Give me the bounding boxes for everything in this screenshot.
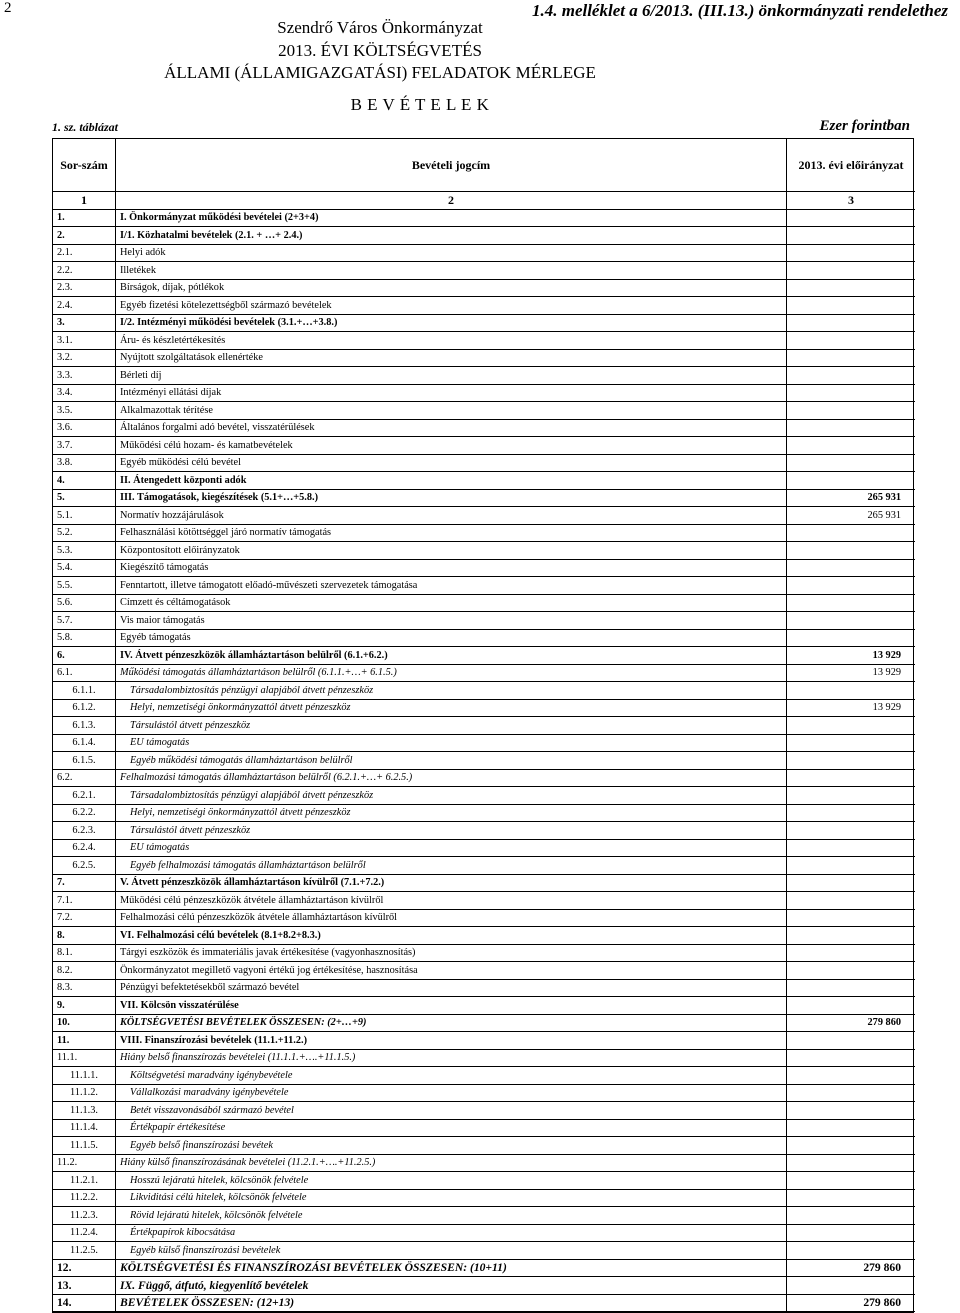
table-row [53, 1049, 915, 1067]
row-title: Alkalmazottak térítése [116, 402, 787, 420]
row-number: 11.1.1. [53, 1067, 116, 1085]
table-row [53, 332, 915, 350]
row-amount [787, 839, 916, 857]
table-row [53, 752, 915, 770]
row-number: 3.3. [53, 367, 116, 385]
row-number: 8.2. [53, 962, 116, 980]
row-amount [787, 297, 916, 315]
row-number: 11.1.4. [53, 1119, 116, 1137]
row-number: 11.2.1. [53, 1172, 116, 1190]
row-title: II. Átengedett központi adók [116, 472, 787, 490]
row-amount [787, 752, 916, 770]
row-number: 13. [53, 1277, 116, 1295]
row-amount [787, 1137, 916, 1155]
row-number: 3.5. [53, 402, 116, 420]
table-row [53, 1224, 915, 1242]
table-row [53, 1277, 915, 1295]
row-title: Tárgyi eszközök és immateriális javak értékesítése (vagyonhasznosítás) [116, 944, 787, 962]
table-row [53, 909, 915, 927]
row-title: Egyéb működési célú bevétel [116, 454, 787, 472]
row-amount [787, 1084, 916, 1102]
row-number: 3. [53, 314, 116, 332]
row-amount [787, 279, 916, 297]
table-row [53, 314, 915, 332]
row-title: Helyi, nemzetiségi önkormányzattól átvett pénzeszköz [116, 804, 787, 822]
row-amount [787, 244, 916, 262]
row-title: KÖLTSÉGVETÉSI ÉS FINANSZÍROZÁSI BEVÉTELEK ÖSSZESEN: (10+11) [116, 1259, 787, 1277]
row-title: Költségvetési maradvány igénybevétele [116, 1067, 787, 1085]
row-title: EU támogatás [116, 734, 787, 752]
row-amount [787, 1102, 916, 1120]
row-number: 5.4. [53, 559, 116, 577]
row-number: 11.2.3. [53, 1207, 116, 1225]
table-row [53, 1014, 915, 1032]
row-number: 5.8. [53, 629, 116, 647]
row-amount [787, 1067, 916, 1085]
row-title: Normatív hozzájárulások [116, 507, 787, 525]
row-amount [787, 892, 916, 910]
table-row [53, 402, 915, 420]
row-title: Társadalombiztosítás pénzügyi alapjából átvett pénzeszköz [116, 787, 787, 805]
row-title: Központosított előirányzatok [116, 542, 787, 560]
row-amount [787, 962, 916, 980]
row-amount [787, 262, 916, 280]
row-number: 9. [53, 997, 116, 1015]
row-number: 11.1. [53, 1049, 116, 1067]
row-amount [787, 524, 916, 542]
row-number: 11.2.5. [53, 1242, 116, 1260]
row-number: 14. [53, 1294, 116, 1312]
row-amount [787, 349, 916, 367]
table-row [53, 524, 915, 542]
table-row [53, 437, 915, 455]
row-number: 6.1.2. [53, 699, 116, 717]
row-title: Kiegészítő támogatás [116, 559, 787, 577]
row-amount [787, 437, 916, 455]
table-row [53, 384, 915, 402]
row-title: Értékpapírok kibocsátása [116, 1224, 787, 1242]
row-title: Vis maior támogatás [116, 612, 787, 630]
row-amount [787, 997, 916, 1015]
row-title: Fenntartott, illetve támogatott előadó-művészeti szervezetek támogatása [116, 577, 787, 595]
row-number: 6.1. [53, 664, 116, 682]
row-amount [787, 1277, 916, 1295]
row-title: Pénzügyi befektetésekből származó bevétel [116, 979, 787, 997]
row-title: Helyi, nemzetiségi önkormányzattól átvett pénzeszköz [116, 699, 787, 717]
row-title: Egyéb működési támogatás államháztartáson belülről [116, 752, 787, 770]
row-amount [787, 384, 916, 402]
row-number: 11.2.4. [53, 1224, 116, 1242]
table-row [53, 962, 915, 980]
row-amount [787, 1154, 916, 1172]
table-row [53, 1154, 915, 1172]
table-row [53, 874, 915, 892]
row-amount: 279 860 [787, 1259, 916, 1277]
row-number: 6.1.4. [53, 734, 116, 752]
table-row [53, 594, 915, 612]
row-number: 10. [53, 1014, 116, 1032]
table-row [53, 1119, 915, 1137]
row-title: Társulástól átvett pénzeszköz [116, 822, 787, 840]
column-number-3: 3 [787, 192, 916, 210]
row-amount: 265 931 [787, 507, 916, 525]
row-title: Hiány külső finanszírozásának bevételei (11.2.1.+….+11.2.5.) [116, 1154, 787, 1172]
row-title: Helyi adók [116, 244, 787, 262]
table-row [53, 787, 915, 805]
row-number: 2.4. [53, 297, 116, 315]
row-title: Bérleti díj [116, 367, 787, 385]
table-row [53, 612, 915, 630]
row-number: 6.1.5. [53, 752, 116, 770]
row-title: Működési támogatás államháztartáson belülről (6.1.1.+…+ 6.1.5.) [116, 664, 787, 682]
row-title: VI. Felhalmozási célú bevételek (8.1+8.2+8.3.) [116, 927, 787, 945]
row-title: Illetékek [116, 262, 787, 280]
row-number: 5.3. [53, 542, 116, 560]
row-title: IV. Átvett pénzeszközök államháztartáson belülről (6.1.+6.2.) [116, 647, 787, 665]
row-title: IX. Függő, átfutó, kiegyenlítő bevételek [116, 1277, 787, 1295]
table-row [53, 244, 915, 262]
row-amount [787, 1189, 916, 1207]
row-number: 7.1. [53, 892, 116, 910]
table-row [53, 857, 915, 875]
row-amount: 279 860 [787, 1014, 916, 1032]
table-row [53, 734, 915, 752]
row-title: Értékpapír értékesítése [116, 1119, 787, 1137]
row-title: Felhalmozási célú pénzeszközök átvétele államháztartáson kívülről [116, 909, 787, 927]
row-number: 3.4. [53, 384, 116, 402]
table-row [53, 367, 915, 385]
row-title: Társulástól átvett pénzeszköz [116, 717, 787, 735]
row-title: Címzett és céltámogatások [116, 594, 787, 612]
unit-label: Ezer forintban [819, 118, 910, 134]
row-number: 11.2. [53, 1154, 116, 1172]
row-amount [787, 822, 916, 840]
row-number: 11.2.2. [53, 1189, 116, 1207]
row-number: 7.2. [53, 909, 116, 927]
table-row [53, 822, 915, 840]
row-title: Hosszú lejáratú hitelek, kölcsönök felvétele [116, 1172, 787, 1190]
table-row [53, 542, 915, 560]
row-title: I. Önkormányzat működési bevételei (2+3+4) [116, 209, 787, 227]
row-title: Betét visszavonásából származó bevétel [116, 1102, 787, 1120]
row-amount [787, 402, 916, 420]
column-number-2: 2 [116, 192, 787, 210]
header-appropriation: 2013. évi előirányzat [787, 139, 916, 192]
table-row [53, 1294, 915, 1312]
table-row [53, 262, 915, 280]
table-row [53, 419, 915, 437]
row-amount [787, 594, 916, 612]
row-number: 3.6. [53, 419, 116, 437]
row-amount [787, 944, 916, 962]
row-number: 2.3. [53, 279, 116, 297]
table-row [53, 1189, 915, 1207]
table-row [53, 559, 915, 577]
table-row [53, 664, 915, 682]
row-title: Intézményi ellátási díjak [116, 384, 787, 402]
row-title: Bírságok, díjak, pótlékok [116, 279, 787, 297]
row-number: 4. [53, 472, 116, 490]
row-title: Egyéb felhalmozási támogatás államháztartáson belülről [116, 857, 787, 875]
row-title: Egyéb támogatás [116, 629, 787, 647]
table-row [53, 892, 915, 910]
header-rownum: Sor-szám [53, 139, 116, 192]
row-number: 6.2.3. [53, 822, 116, 840]
row-number: 3.2. [53, 349, 116, 367]
row-number: 6.2. [53, 769, 116, 787]
row-amount [787, 332, 916, 350]
row-number: 8.3. [53, 979, 116, 997]
title-balance: ÁLLAMI (ÁLLAMIGAZGATÁSI) FELADATOK MÉRLEGE [164, 63, 596, 82]
row-number: 2. [53, 227, 116, 245]
row-title: Önkormányzatot megillető vagyoni értékű jog értékesítése, hasznosítása [116, 962, 787, 980]
row-title: Vállalkozási maradvány igénybevétele [116, 1084, 787, 1102]
row-number: 12. [53, 1259, 116, 1277]
row-number: 6.1.3. [53, 717, 116, 735]
table-row [53, 1207, 915, 1225]
table-row [53, 979, 915, 997]
row-number: 5. [53, 489, 116, 507]
row-amount [787, 1119, 916, 1137]
row-title: BEVÉTELEK ÖSSZESEN: (12+13) [116, 1294, 787, 1312]
table-row [53, 927, 915, 945]
table-row [53, 454, 915, 472]
row-number: 6.2.1. [53, 787, 116, 805]
row-amount [787, 419, 916, 437]
row-title: Likviditási célú hitelek, kölcsönök felvétele [116, 1189, 787, 1207]
row-amount [787, 577, 916, 595]
row-amount [787, 1032, 916, 1050]
table-row [53, 997, 915, 1015]
table-row [53, 349, 915, 367]
table-row [53, 1032, 915, 1050]
row-amount [787, 787, 916, 805]
row-title: Általános forgalmi adó bevétel, visszatérülések [116, 419, 787, 437]
row-number: 11.1.3. [53, 1102, 116, 1120]
row-amount: 279 860 [787, 1294, 916, 1312]
row-number: 2.2. [53, 262, 116, 280]
row-number: 6.2.5. [53, 857, 116, 875]
row-number: 8. [53, 927, 116, 945]
row-title: Működési célú hozam- és kamatbevételek [116, 437, 787, 455]
row-title: III. Támogatások, kiegészítések (5.1+…+5.8.) [116, 489, 787, 507]
table-row [53, 839, 915, 857]
table-row [53, 209, 915, 227]
table-row [53, 1102, 915, 1120]
row-number: 6. [53, 647, 116, 665]
row-number: 11. [53, 1032, 116, 1050]
row-amount [787, 314, 916, 332]
row-amount [787, 717, 916, 735]
table-row [53, 1172, 915, 1190]
row-amount [787, 874, 916, 892]
row-amount [787, 1172, 916, 1190]
table-row [53, 717, 915, 735]
row-amount [787, 472, 916, 490]
row-title: EU támogatás [116, 839, 787, 857]
row-title: KÖLTSÉGVETÉSI BEVÉTELEK ÖSSZESEN: (2+…+9) [116, 1014, 787, 1032]
row-amount [787, 629, 916, 647]
row-amount [787, 804, 916, 822]
row-title: Működési célú pénzeszközök átvétele államháztartáson kívülről [116, 892, 787, 910]
table-row [53, 489, 915, 507]
table-row [53, 1067, 915, 1085]
table-row [53, 944, 915, 962]
row-number: 3.1. [53, 332, 116, 350]
page-number: 2 [4, 0, 12, 16]
column-number-1: 1 [53, 192, 116, 210]
row-title: I/2. Intézményi működési bevételek (3.1.+…+3.8.) [116, 314, 787, 332]
row-title: Egyéb fizetési kötelezettségből származó bevételek [116, 297, 787, 315]
row-amount: 13 929 [787, 699, 916, 717]
row-number: 11.1.2. [53, 1084, 116, 1102]
row-title: Hiány belső finanszírozás bevételei (11.1.1.+….+11.1.5.) [116, 1049, 787, 1067]
row-amount [787, 927, 916, 945]
row-amount [787, 979, 916, 997]
table-row [53, 507, 915, 525]
row-number: 11.1.5. [53, 1137, 116, 1155]
row-amount [787, 734, 916, 752]
row-amount: 13 929 [787, 664, 916, 682]
row-number: 1. [53, 209, 116, 227]
row-amount [787, 227, 916, 245]
row-title: Felhalmozási támogatás államháztartáson belülről (6.2.1.+…+ 6.2.5.) [116, 769, 787, 787]
row-title: Egyéb belső finanszírozási bevétek [116, 1137, 787, 1155]
column-number-row [53, 192, 915, 210]
row-number: 5.2. [53, 524, 116, 542]
row-amount [787, 1224, 916, 1242]
table-row [53, 699, 915, 717]
table-row [53, 227, 915, 245]
row-number: 2.1. [53, 244, 116, 262]
table-row [53, 1259, 915, 1277]
row-amount [787, 209, 916, 227]
row-amount [787, 559, 916, 577]
row-amount [787, 769, 916, 787]
row-amount [787, 1242, 916, 1260]
row-amount: 13 929 [787, 647, 916, 665]
row-amount: 265 931 [787, 489, 916, 507]
row-number: 5.6. [53, 594, 116, 612]
table-row [53, 472, 915, 490]
title-municipality: Szendrő Város Önkormányzat [277, 18, 483, 37]
row-title: VIII. Finanszírozási bevételek (11.1.+11.2.) [116, 1032, 787, 1050]
table-row [53, 297, 915, 315]
table-label: 1. sz. táblázat [52, 120, 119, 134]
row-number: 6.1.1. [53, 682, 116, 700]
table-row [53, 769, 915, 787]
row-number: 6.2.2. [53, 804, 116, 822]
row-title: Egyéb külső finanszírozási bevételek [116, 1242, 787, 1260]
annex-reference: 1.4. melléklet a 6/2013. (III.13.) önkormányzati rendelethez [531, 1, 948, 20]
table-row [53, 647, 915, 665]
table-row [53, 577, 915, 595]
table-row [53, 682, 915, 700]
table-row [53, 1137, 915, 1155]
row-title: Társadalombiztosítás pénzügyi alapjából átvett pénzeszköz [116, 682, 787, 700]
row-number: 3.7. [53, 437, 116, 455]
row-amount [787, 1049, 916, 1067]
row-number: 8.1. [53, 944, 116, 962]
row-amount [787, 612, 916, 630]
title-budget-year: 2013. ÉVI KÖLTSÉGVETÉS [278, 41, 482, 60]
row-title: VII. Kölcsön visszatérülése [116, 997, 787, 1015]
row-number: 3.8. [53, 454, 116, 472]
title-revenues: B E V É T E L E K [350, 95, 490, 114]
table-row [53, 629, 915, 647]
row-amount [787, 682, 916, 700]
row-number: 5.7. [53, 612, 116, 630]
table-row [53, 804, 915, 822]
table-row [53, 1084, 915, 1102]
row-number: 6.2.4. [53, 839, 116, 857]
row-title: Felhasználási kötöttséggel járó normatív támogatás [116, 524, 787, 542]
row-amount [787, 367, 916, 385]
revenue-table [52, 138, 914, 1313]
row-number: 5.1. [53, 507, 116, 525]
table-row [53, 1242, 915, 1260]
row-title: I/1. Közhatalmi bevételek (2.1. + …+ 2.4.) [116, 227, 787, 245]
row-amount [787, 909, 916, 927]
header-title: Bevételi jogcím [116, 139, 787, 192]
row-number: 5.5. [53, 577, 116, 595]
row-amount [787, 1207, 916, 1225]
row-title: Rövid lejáratú hitelek, kölcsönök felvétele [116, 1207, 787, 1225]
header-row [53, 139, 915, 192]
row-title: Áru- és készletértékesítés [116, 332, 787, 350]
row-amount [787, 454, 916, 472]
table-row [53, 279, 915, 297]
row-title: V. Átvett pénzeszközök államháztartáson kívülről (7.1.+7.2.) [116, 874, 787, 892]
row-number: 7. [53, 874, 116, 892]
row-amount [787, 857, 916, 875]
row-amount [787, 542, 916, 560]
row-title: Nyújtott szolgáltatások ellenértéke [116, 349, 787, 367]
